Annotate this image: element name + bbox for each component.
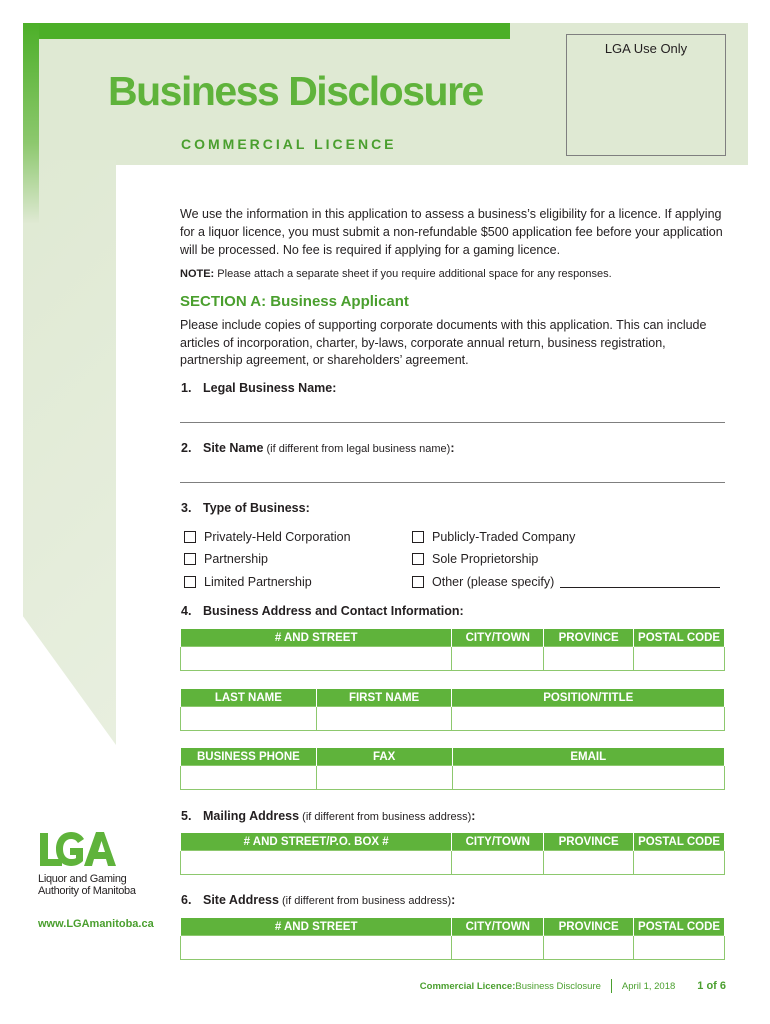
postal-code-input[interactable] xyxy=(634,647,725,671)
position-title-header: POSITION/TITLE xyxy=(452,689,725,707)
section-a-description: Please include copies of supporting corporate documents with this application. This can include articles of incorporation, charter, by-laws, corporate annual return, business registration, partnership agreement, or shareholders’ agreement. xyxy=(180,318,707,367)
checkbox-box[interactable] xyxy=(184,553,196,565)
checkbox-box[interactable] xyxy=(412,531,424,543)
question-5-hint: (if different from business address) xyxy=(299,811,472,823)
intro-text: We use the information in this application to assess a business’s eligibility for a licence. If applying for a liquor licence, you must submit a non-refundable $500 application fee before your application will be processed. No fee is required if applying for a gaming licence. xyxy=(180,207,723,257)
province-header: PROVINCE xyxy=(544,629,634,647)
other-checkbox[interactable] xyxy=(412,575,720,589)
question-3-number: 3. xyxy=(181,501,192,515)
mailing-province-input[interactable] xyxy=(544,851,634,875)
street-header: # AND STREET xyxy=(181,629,452,647)
partnership-checkbox[interactable] xyxy=(184,552,268,566)
email-header: EMAIL xyxy=(452,748,724,766)
question-1-number: 1. xyxy=(181,381,192,395)
business-phone-input[interactable] xyxy=(181,766,317,790)
page-footer xyxy=(410,979,726,993)
question-2-colon: : xyxy=(450,441,455,455)
city-input[interactable] xyxy=(452,647,544,671)
checkbox-box[interactable] xyxy=(184,576,196,588)
footer-doc-name: Business Disclosure xyxy=(515,980,601,992)
question-5-colon: : xyxy=(471,809,476,823)
limited-partnership-checkbox[interactable] xyxy=(184,575,312,589)
sole-proprietorship-label: Sole Proprietorship xyxy=(432,552,539,566)
question-1-text: Legal Business Name: xyxy=(203,381,337,395)
other-label: Other (please specify) xyxy=(432,575,555,589)
last-name-header: LAST NAME xyxy=(181,689,317,707)
footer-doc-label: Commercial Licence: xyxy=(419,980,516,992)
question-5-label xyxy=(181,809,475,823)
question-6-number: 6. xyxy=(181,893,192,907)
question-4-label xyxy=(181,604,464,618)
email-input[interactable] xyxy=(452,766,724,790)
mailing-province-header: PROVINCE xyxy=(544,833,634,851)
question-4-number: 4. xyxy=(181,604,192,618)
business-phone-header: BUSINESS PHONE xyxy=(181,748,317,766)
question-4-text: Business Address and Contact Information: xyxy=(203,604,464,618)
position-title-input[interactable] xyxy=(452,707,725,731)
page-subtitle: COMMERCIAL LICENCE xyxy=(181,136,397,152)
site-street-input[interactable] xyxy=(181,936,452,960)
site-province-header: PROVINCE xyxy=(544,918,634,936)
site-name-field[interactable] xyxy=(180,482,725,483)
question-2-label xyxy=(181,441,455,455)
first-name-header: FIRST NAME xyxy=(316,689,452,707)
mailing-city-header: CITY/TOWN xyxy=(452,833,544,851)
checkbox-box[interactable] xyxy=(412,576,424,588)
lga-use-only-label: LGA Use Only xyxy=(604,41,688,56)
mailing-city-input[interactable] xyxy=(452,851,544,875)
fax-header: FAX xyxy=(316,748,452,766)
fax-input[interactable] xyxy=(316,766,452,790)
lga-use-only-box xyxy=(566,34,726,156)
legal-business-name-field[interactable] xyxy=(180,422,725,423)
footer-date: April 1, 2018 xyxy=(621,980,676,992)
question-6-text: Site Address xyxy=(203,893,279,907)
note-text xyxy=(180,265,725,283)
question-5-text: Mailing Address xyxy=(203,809,300,823)
site-address-table xyxy=(180,917,725,960)
question-5-number: 5. xyxy=(181,809,192,823)
header-accent-bar xyxy=(23,23,510,39)
note-body: Please attach a separate sheet if you require additional space for any responses. xyxy=(214,268,612,280)
site-postal-code-header: POSTAL CODE xyxy=(634,918,725,936)
city-header: CITY/TOWN xyxy=(452,629,544,647)
mailing-postal-code-header: POSTAL CODE xyxy=(634,833,725,851)
site-postal-code-input[interactable] xyxy=(634,936,725,960)
mailing-street-input[interactable] xyxy=(181,851,452,875)
question-2-text: Site Name xyxy=(203,441,264,455)
publicly-traded-label: Publicly-Traded Company xyxy=(432,530,576,544)
other-specify-field[interactable] xyxy=(560,587,720,588)
postal-code-header: POSTAL CODE xyxy=(634,629,725,647)
mailing-address-table xyxy=(180,832,725,875)
org-name xyxy=(38,873,136,897)
site-province-input[interactable] xyxy=(544,936,634,960)
section-a-title: SECTION A: Business Applicant xyxy=(180,293,409,310)
contact-name-table xyxy=(180,688,725,731)
publicly-traded-checkbox[interactable] xyxy=(412,530,575,544)
partnership-label: Partnership xyxy=(204,552,268,566)
footer-page-number: 1 of 6 xyxy=(697,980,726,992)
site-city-input[interactable] xyxy=(452,936,544,960)
question-2-number: 2. xyxy=(181,441,192,455)
privately-held-checkbox[interactable] xyxy=(184,530,351,544)
question-6-label xyxy=(181,893,455,907)
question-6-hint: (if different from business address) xyxy=(278,895,452,907)
question-3-text: Type of Business: xyxy=(203,501,310,515)
first-name-input[interactable] xyxy=(316,707,452,731)
side-accent-bar xyxy=(23,23,39,223)
privately-held-label: Privately-Held Corporation xyxy=(204,530,351,544)
last-name-input[interactable] xyxy=(181,707,317,731)
page-title: Business Disclosure xyxy=(108,68,483,114)
lga-logo-mark xyxy=(38,829,116,869)
question-2-hint: (if different from legal business name) xyxy=(263,443,451,455)
question-3-label xyxy=(181,501,310,515)
note-label: NOTE: xyxy=(180,268,215,280)
business-address-table xyxy=(180,628,725,671)
limited-partnership-label: Limited Partnership xyxy=(204,575,312,589)
question-1-label xyxy=(181,381,336,395)
question-6-colon: : xyxy=(451,893,456,907)
sole-proprietorship-checkbox[interactable] xyxy=(412,552,538,566)
checkbox-box[interactable] xyxy=(184,531,196,543)
lga-logo xyxy=(38,829,116,869)
mailing-street-header: # AND STREET/P.O. BOX # xyxy=(181,833,452,851)
site-street-header: # AND STREET xyxy=(181,918,452,936)
street-input[interactable] xyxy=(181,647,452,671)
org-name-line-1: Liquor and Gaming xyxy=(38,873,127,885)
mailing-postal-code-input[interactable] xyxy=(634,851,725,875)
org-name-line-2: Authority of Manitoba xyxy=(38,885,136,897)
site-city-header: CITY/TOWN xyxy=(452,918,544,936)
sidebar-background xyxy=(23,160,116,745)
contact-comm-table xyxy=(180,747,725,790)
website-link[interactable]: www.LGAmanitoba.ca xyxy=(38,918,154,930)
footer-separator xyxy=(611,979,612,993)
province-input[interactable] xyxy=(544,647,634,671)
checkbox-box[interactable] xyxy=(412,553,424,565)
